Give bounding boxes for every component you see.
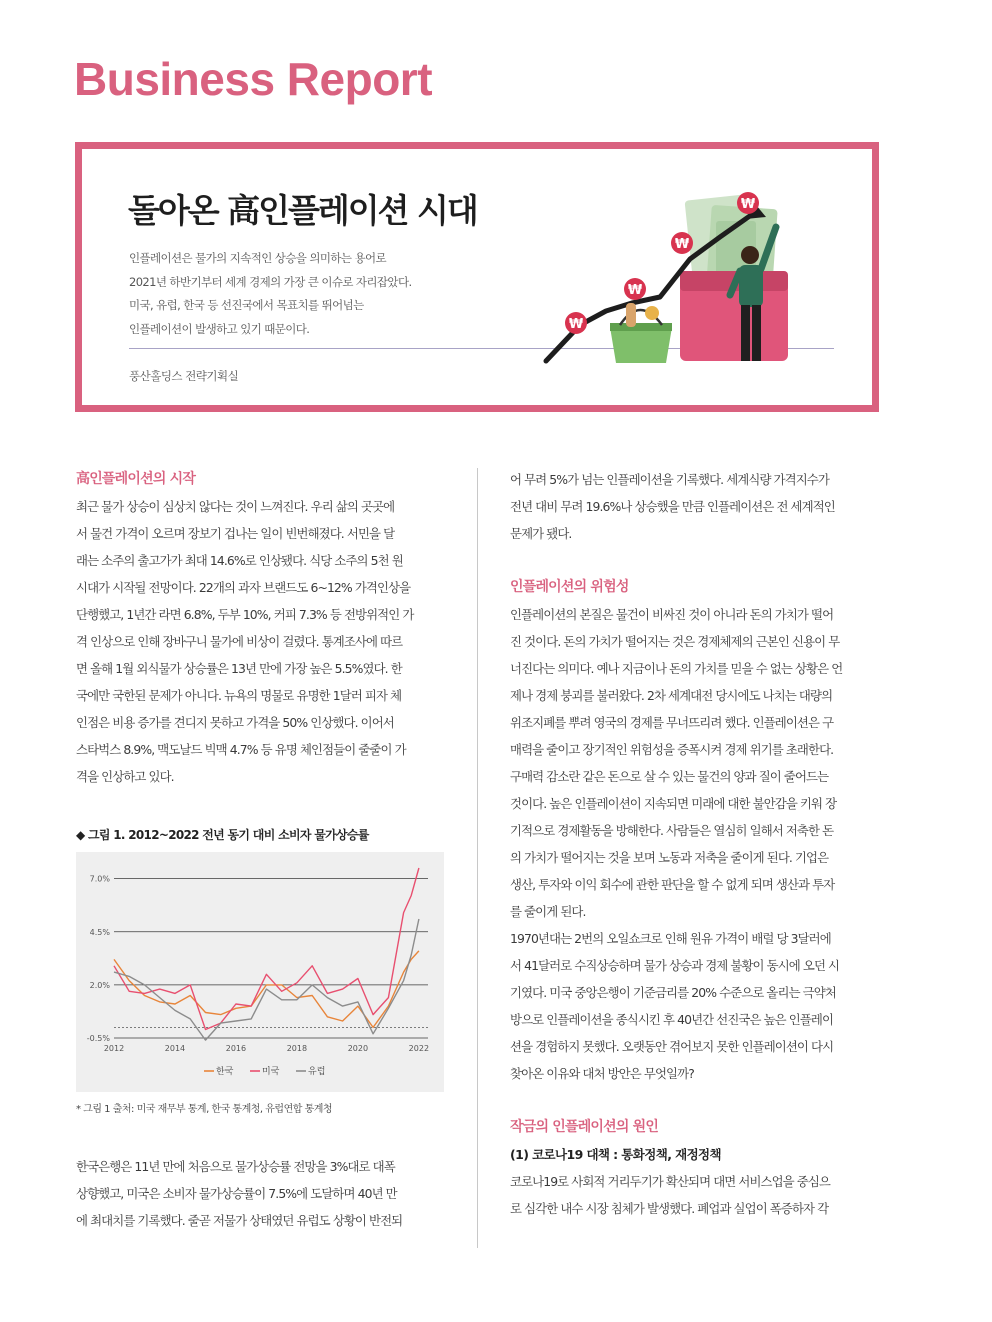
section-paragraph xyxy=(510,601,878,1087)
text-line: 최근 물가 상승이 심상치 않다는 것이 느껴진다. 우리 삶의 곳곳에 xyxy=(76,499,395,514)
text-line: 어 무려 5%가 넘는 인플레이션을 기록했다. 세계식량 가격지수가 xyxy=(510,472,829,487)
legend-label: 유럽 xyxy=(308,1067,326,1077)
inflation-chart xyxy=(76,852,444,1092)
text-line: 인플레이션의 본질은 물건이 비싸진 것이 아니라 돈의 가치가 떨어 xyxy=(510,607,834,622)
x-tick-label: 2012 xyxy=(103,1044,125,1053)
hero-lead-line: 인플레이션이 발생하고 있기 때문이다. xyxy=(129,321,310,336)
text-line: 매력을 줄이고 장기적인 위험성을 증폭시켜 경제 위기를 초래한다. xyxy=(510,742,834,757)
section-heading: 高인플레이션의 시작 xyxy=(76,471,196,487)
text-line: 션을 경험하지 못했다. 오랫동안 겪어보지 못한 인플레이션이 다시 xyxy=(510,1039,834,1054)
text-line: 전년 대비 무려 19.6%나 상승했을 만큼 인플레이션은 전 세계적인 xyxy=(510,499,835,514)
y-tick-label: 7.0% xyxy=(89,874,110,884)
column-divider xyxy=(477,468,478,1248)
right-column xyxy=(510,466,878,1222)
svg-text:₩: ₩ xyxy=(740,197,756,212)
text-line: 시대가 시작될 전망이다. 22개의 과자 브랜드도 6~12% 가격인상을 xyxy=(76,580,411,595)
won-coin-icon xyxy=(737,192,759,214)
text-line: 래는 소주의 출고가가 최대 14.6%로 인상됐다. 식당 소주의 5천 원 xyxy=(76,553,403,568)
text-line: 너진다는 의미다. 예나 지금이나 돈의 가치를 믿을 수 없는 상황은 언 xyxy=(510,661,843,676)
text-line: 방으로 인플레이션을 종식시킨 후 40년간 선진국은 높은 인플레이 xyxy=(510,1012,834,1027)
text-line: 문제가 됐다. xyxy=(510,526,572,541)
y-tick-label: 4.5% xyxy=(89,927,110,937)
text-line: 코로나19로 사회적 거리두기가 확산되며 대면 서비스업을 중심으 xyxy=(510,1174,831,1189)
text-line: 국에만 국한된 문제가 아니다. 뉴욕의 명물로 유명한 1달러 피자 체 xyxy=(76,688,402,703)
legend-label: 미국 xyxy=(262,1067,280,1077)
left-column xyxy=(76,466,444,790)
text-line: 스타벅스 8.9%, 맥도날드 빅맥 4.7% 등 유명 체인점들이 줄줄이 가 xyxy=(76,742,406,757)
text-line: 위조지폐를 뿌려 영국의 경제를 무너뜨리려 했다. 인플레이션은 구 xyxy=(510,715,834,730)
section-heading: 인플레이션의 위험성 xyxy=(510,579,629,595)
won-coin-icon xyxy=(624,278,646,300)
left-column-continued xyxy=(76,1153,444,1234)
text-line: 진 것이다. 돈의 가치가 떨어지는 것은 경제체제의 근본인 신용이 무 xyxy=(510,634,840,649)
text-line: 기적으로 경제활동을 방해한다. 사람들은 열심히 일해서 저축한 돈 xyxy=(510,823,834,838)
section-heading: 작금의 인플레이션의 원인 xyxy=(510,1119,659,1135)
chart-canvas xyxy=(76,852,444,1092)
figure-title: ◆ 그림 1. 2012~2022 전년 동기 대비 소비자 물가상승률 xyxy=(76,828,369,842)
basket-icon xyxy=(610,327,672,363)
x-tick-label: 2022 xyxy=(408,1044,430,1053)
text-line: 생산, 투자와 이익 회수에 관한 판단을 할 수 없게 되며 생산과 투자 xyxy=(510,877,835,892)
svg-text:₩: ₩ xyxy=(568,317,584,332)
hero-lead-line: 2021년 하반기부터 세계 경제의 가장 큰 이슈로 자리잡았다. xyxy=(129,274,412,289)
brand-title: Business Report xyxy=(74,53,433,105)
text-line: 에 최대치를 기록했다. 줄곧 저물가 상태였던 유럽도 상황이 반전되 xyxy=(76,1213,403,1228)
text-line: 격을 인상하고 있다. xyxy=(76,769,174,784)
figure-source: * 그림 1 출처: 미국 재무부 통계, 한국 통계청, 유럽연합 통계청 xyxy=(76,1104,333,1115)
hero-title: 돌아온 高인플레이션 시대 xyxy=(128,191,477,230)
x-tick-label: 2020 xyxy=(347,1044,369,1053)
text-line: 로 심각한 내수 시장 침체가 발생했다. 폐업과 실업이 폭증하자 각 xyxy=(510,1201,829,1216)
text-line: 서 41달러로 수직상승하며 물가 상승과 경제 불황이 동시에 오던 시 xyxy=(510,958,840,973)
won-coin-icon xyxy=(565,312,587,334)
text-line: 상향했고, 미국은 소비자 물가상승률이 7.5%에 도달하며 40년 만 xyxy=(76,1186,397,1201)
text-line: 한국은행은 11년 만에 처음으로 물가상승률 전망을 3%대로 대폭 xyxy=(76,1159,395,1174)
hero-lead xyxy=(129,247,509,341)
hero-department: 풍산홀딩스 전략기획실 xyxy=(129,369,239,383)
inflation-illustration xyxy=(540,185,840,365)
svg-text:₩: ₩ xyxy=(674,237,690,252)
text-line: 격 인상으로 인해 장바구니 물가에 비상이 걸렸다. 통계조사에 따르 xyxy=(76,634,403,649)
x-tick-label: 2014 xyxy=(164,1044,186,1053)
text-line: 제나 경제 붕괴를 불러왔다. 2차 세계대전 당시에도 나치는 대량의 xyxy=(510,688,833,703)
x-tick-label: 2018 xyxy=(286,1044,308,1053)
won-coin-icon xyxy=(671,232,693,254)
hero-lead-line: 인플레이션은 물가의 지속적인 상승을 의미하는 용어로 xyxy=(129,251,386,265)
svg-text:₩: ₩ xyxy=(627,283,643,298)
text-line: 1970년대는 2번의 오일쇼크로 인해 원유 가격이 배럴 당 3달러에 xyxy=(510,931,831,946)
text-line: 서 물건 가격이 오르며 장보기 겁나는 일이 빈번해졌다. 서민을 달 xyxy=(76,526,395,541)
text-line: 면 올해 1월 외식물가 상승률은 13년 만에 가장 높은 5.5%였다. 한 xyxy=(76,661,402,676)
y-tick-label: 2.0% xyxy=(89,980,110,990)
hero-box xyxy=(75,142,879,412)
series-line-유럽 xyxy=(114,919,419,1040)
section-paragraph xyxy=(510,466,878,547)
text-line: 인점은 비용 증가를 견디지 못하고 가격을 50% 인상했다. 이어서 xyxy=(76,715,394,730)
y-tick-label: -0.5% xyxy=(86,1034,110,1043)
section-paragraph xyxy=(510,1168,878,1222)
legend-label: 한국 xyxy=(216,1067,234,1077)
text-line: 구매력 감소란 같은 돈으로 살 수 있는 물건의 양과 질이 줄어드는 xyxy=(510,769,829,784)
text-line: 단행했고, 1년간 라면 6.8%, 두부 10%, 커피 7.3% 등 전방위적인 가 xyxy=(76,607,414,622)
text-line: 기였다. 미국 중앙은행이 기준금리를 20% 수준으로 올리는 극약처 xyxy=(510,985,836,1000)
text-line: 찾아온 이유와 대처 방안은 무엇일까? xyxy=(510,1066,694,1081)
series-line-미국 xyxy=(114,868,419,1030)
section-paragraph xyxy=(76,493,444,790)
section-paragraph xyxy=(76,1153,444,1234)
text-line: 를 줄이게 된다. xyxy=(510,904,586,919)
x-tick-label: 2016 xyxy=(225,1044,247,1053)
section-subheading: (1) 코로나19 대책 : 통화정책, 재정정책 xyxy=(510,1147,722,1162)
hero-lead-line: 미국, 유럽, 한국 등 선진국에서 목표치를 뛰어넘는 xyxy=(129,298,364,312)
text-line: 의 가치가 떨어지는 것을 보며 노동과 저축을 줄이게 된다. 기업은 xyxy=(510,850,829,865)
text-line: 것이다. 높은 인플레이션이 지속되면 미래에 대한 불안감을 키워 장 xyxy=(510,796,837,811)
